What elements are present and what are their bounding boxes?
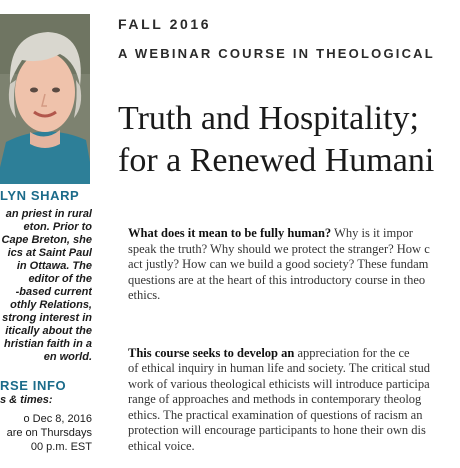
text-line: [128, 273, 460, 289]
bio-line: hristian faith in a: [3, 338, 92, 350]
text-line: [128, 226, 460, 242]
course-info-subtitle: s & times:: [0, 394, 53, 406]
course-info-lines: [0, 412, 92, 454]
text-line: [128, 288, 460, 304]
course-info-title: RSE INFO: [0, 378, 67, 393]
text-line: [128, 408, 460, 424]
info-line: o Dec 8, 2016: [23, 413, 92, 425]
bio-line: -based current: [15, 286, 92, 298]
bio-line: en world.: [43, 351, 92, 363]
text-line: [128, 392, 460, 408]
text-line: [128, 242, 460, 258]
bio-line: eton. Prior to: [23, 221, 92, 233]
line-text: ethics. The practical examination of questions of racism an: [128, 407, 423, 422]
line-text: Why is it impor: [331, 226, 413, 240]
course-type-label: A WEBINAR COURSE IN THEOLOGICAL: [118, 46, 435, 61]
page-title: [118, 98, 434, 182]
bio-line: strong interest in: [2, 312, 92, 324]
sidebar: [0, 0, 92, 460]
info-line: are on Thursdays: [6, 427, 92, 439]
line-text: protection will encourage participants to hone their own dis: [128, 423, 426, 437]
text-line: [128, 423, 460, 439]
line-text: questions are at the heart of this introductory course in theo: [128, 272, 426, 287]
title-line: Truth and Hospitality;: [118, 100, 419, 137]
line-text: ethics.: [128, 288, 161, 302]
course-description: [128, 212, 460, 468]
line-text: work of various theological ethicists will introduce participa: [128, 376, 430, 391]
text-line: [128, 346, 460, 362]
presenter-name: LYN SHARP: [0, 188, 80, 203]
lead-statement: This course seeks to develop an: [128, 345, 295, 360]
bio-line: itically about the: [5, 325, 92, 337]
season-label: FALL 2016: [118, 16, 212, 32]
bio-line: Cape Breton, she: [1, 234, 92, 246]
bio-line: in Ottawa. The: [16, 260, 92, 272]
line-text: appreciation for the ce: [294, 345, 410, 360]
line-text: act justly? How can we build a good society? These fundam: [128, 257, 429, 271]
line-text: of ethical inquiry in human life and society. The critical stud: [128, 361, 430, 375]
presenter-bio: [0, 208, 92, 364]
text-line: [128, 439, 460, 455]
bio-line: othly Relations,: [10, 299, 92, 311]
line-text: speak the truth? Why should we protect the stranger? How c: [128, 241, 430, 256]
presenter-photo: [0, 14, 90, 184]
info-line: 00 p.m. EST: [30, 441, 92, 453]
line-text: range of approaches and methods in contemporary theolog: [128, 392, 422, 406]
line-text: ethical voice.: [128, 438, 195, 453]
portrait-image: [0, 14, 90, 184]
bio-line: ics at Saint Paul: [7, 247, 92, 259]
bio-line: editor of the: [28, 273, 92, 285]
title-line: for a Renewed Humani: [118, 142, 435, 179]
text-line: [128, 257, 460, 273]
text-line: [128, 377, 460, 393]
text-line: [128, 361, 460, 377]
lead-question: What does it mean to be fully human?: [128, 226, 332, 240]
bio-line: an priest in rural: [5, 208, 92, 220]
